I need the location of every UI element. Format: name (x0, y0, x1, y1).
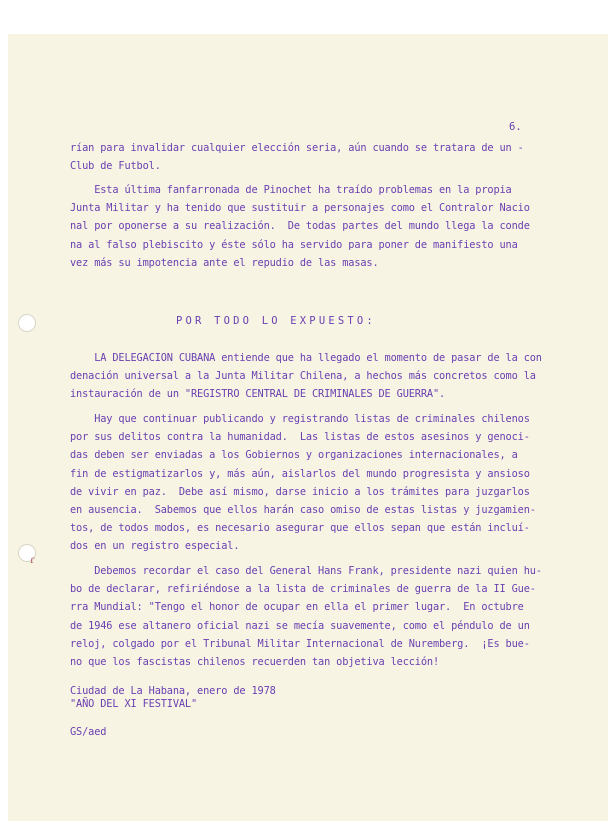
text-line: Ciudad de La Habana, enero de 1978 (70, 685, 276, 697)
margin-mark: ɾ (30, 555, 35, 566)
text-line: na al falso plebiscito y éste sólo ha servido para poner de manifiesto una (70, 238, 518, 251)
paragraph-hans-frank (70, 562, 542, 671)
text-line: das deben ser enviadas a los Gobiernos y organizaciones internacionales, a (70, 449, 518, 462)
text-line: de 1946 ese altanero oficial nazi se mecía suavemente, como el péndulo de un (70, 619, 530, 632)
text-line: bo de declarar, refiriéndose a la lista de criminales de guerra de la II Gue- (70, 583, 536, 596)
text-line: rían para invalidar cualquier elección seria, aún cuando se tratara de un - (70, 142, 524, 154)
text-line: "AÑO DEL XI FESTIVAL" (70, 697, 198, 710)
paragraph-delegacion (70, 349, 542, 404)
typist-initials: GS/aed (70, 726, 107, 738)
page-number: 6. (509, 121, 522, 133)
text-line: Esta última fanfarronada de Pinochet ha traído problemas en la propia (70, 184, 512, 196)
text-line: Debemos recordar el caso del General Hans Frank, presidente nazi quien hu- (70, 565, 542, 577)
section-heading: POR TODO LO EXPUESTO: (176, 315, 376, 327)
punch-hole-top (18, 314, 36, 332)
text-line: Junta Militar y ha tenido que sustituir a personajes como el Contralor Nacio (70, 202, 530, 215)
paragraph-listas (70, 410, 536, 556)
text-line: rra Mundial: "Tengo el honor de ocupar en ella el primer lugar. En octubre (70, 601, 524, 614)
closing-place-date (70, 685, 276, 710)
text-line: por sus delitos contra la humanidad. Las listas de estos asesinos y genoci- (70, 431, 530, 444)
text-line: fin de estigmatizarlos y, más aún, aislarlos del mundo progresista y ansioso (70, 467, 530, 480)
text-line: denación universal a la Junta Militar Chilena, a hechos más concretos como la (70, 370, 536, 383)
text-line: de vivir en paz. Debe así mismo, darse inicio a los trámites para juzgarlos (70, 485, 530, 498)
text-line: nal por oponerse a su realización. De todas partes del mundo llega la conde (70, 220, 530, 233)
paragraph-pinochet (70, 181, 530, 272)
text-line: en ausencia. Sabemos que ellos harán caso omiso de estas listas y juzgamien- (70, 504, 536, 517)
text-line: Club de Futbol. (70, 160, 161, 173)
text-line: vez más su impotencia ante el repudio de las masas. (70, 256, 379, 269)
text-line: LA DELEGACION CUBANA entiende que ha llegado el momento de pasar de la con (70, 352, 542, 364)
text-line: dos en un registro especial. (70, 540, 240, 553)
text-line: no que los fascistas chilenos recuerden tan objetiva lección! (70, 656, 440, 669)
paragraph-continuation (70, 139, 524, 175)
text-line: instauración de un "REGISTRO CENTRAL DE CRIMINALES DE GUERRA". (70, 388, 446, 401)
text-line: reloj, colgado por el Tribunal Militar Internacional de Nuremberg. ¡Es bue- (70, 637, 530, 650)
text-line: Hay que continuar publicando y registrando listas de criminales chilenos (70, 413, 530, 425)
text-line: tos, de todos modos, es necesario asegurar que ellos sepan que están incluí- (70, 522, 530, 535)
